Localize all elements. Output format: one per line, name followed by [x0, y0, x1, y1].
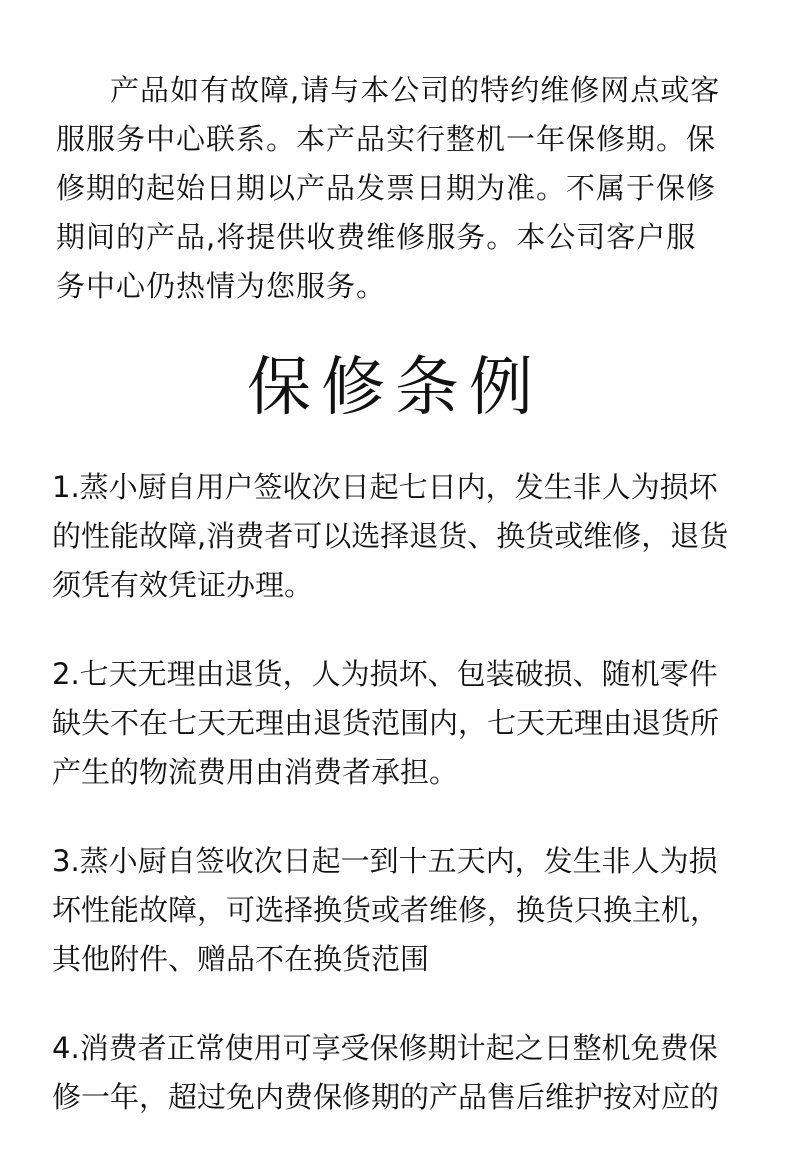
- clause-line: 的性能故障,消费者可以选择退货、换货或维修，退货: [52, 519, 729, 553]
- clause-line: 其他附件、赠品不在换货范围: [52, 942, 430, 976]
- intro-line: 修期的起始日期以产品发票日期为准。不属于保修: [56, 171, 717, 205]
- clause-line: 坏性能故障，可选择换货或者维修，换货只换主机，: [52, 893, 720, 927]
- warranty-terms-heading: 保修条例: [247, 351, 543, 425]
- clause-1: [52, 463, 752, 610]
- intro-line: 务中心仍热情为您服务。: [56, 269, 387, 303]
- intro-line: 期间的产品,将提供收费维修服务。本公司客户服: [56, 220, 697, 254]
- clause-line: 修一年，超过免内费保修期的产品售后维护按对应的: [52, 1080, 720, 1114]
- clause-line: 3.蒸小厨自签收次日起一到十五天内，发生非人为损: [52, 844, 718, 878]
- clause-2: [52, 650, 752, 797]
- clause-line: 4.消费者正常使用可享受保修期计起之日整机免费保: [52, 1031, 718, 1065]
- warranty-clauses: [52, 463, 752, 1162]
- intro-paragraph: [56, 66, 726, 311]
- clause-line: 须凭有效凭证办理。: [52, 568, 314, 602]
- clause-line: 2.七天无理由退货，人为损坏、包装破损、随机零件: [52, 657, 718, 691]
- clause-line: 1.蒸小厨自用户签收次日起七日内，发生非人为损坏: [52, 470, 718, 504]
- clause-line: 产生的物流费用由消费者承担。: [52, 755, 459, 789]
- clause-4: [52, 1024, 752, 1122]
- intro-line: 服服务中心联系。本产品实行整机一年保修期。保: [56, 122, 717, 156]
- clause-3: [52, 837, 752, 984]
- intro-line: 产品如有故障,请与本公司的特约维修网点或客: [110, 73, 721, 107]
- clause-line: 缺失不在七天无理由退货范围内，七天无理由退货所: [52, 706, 720, 740]
